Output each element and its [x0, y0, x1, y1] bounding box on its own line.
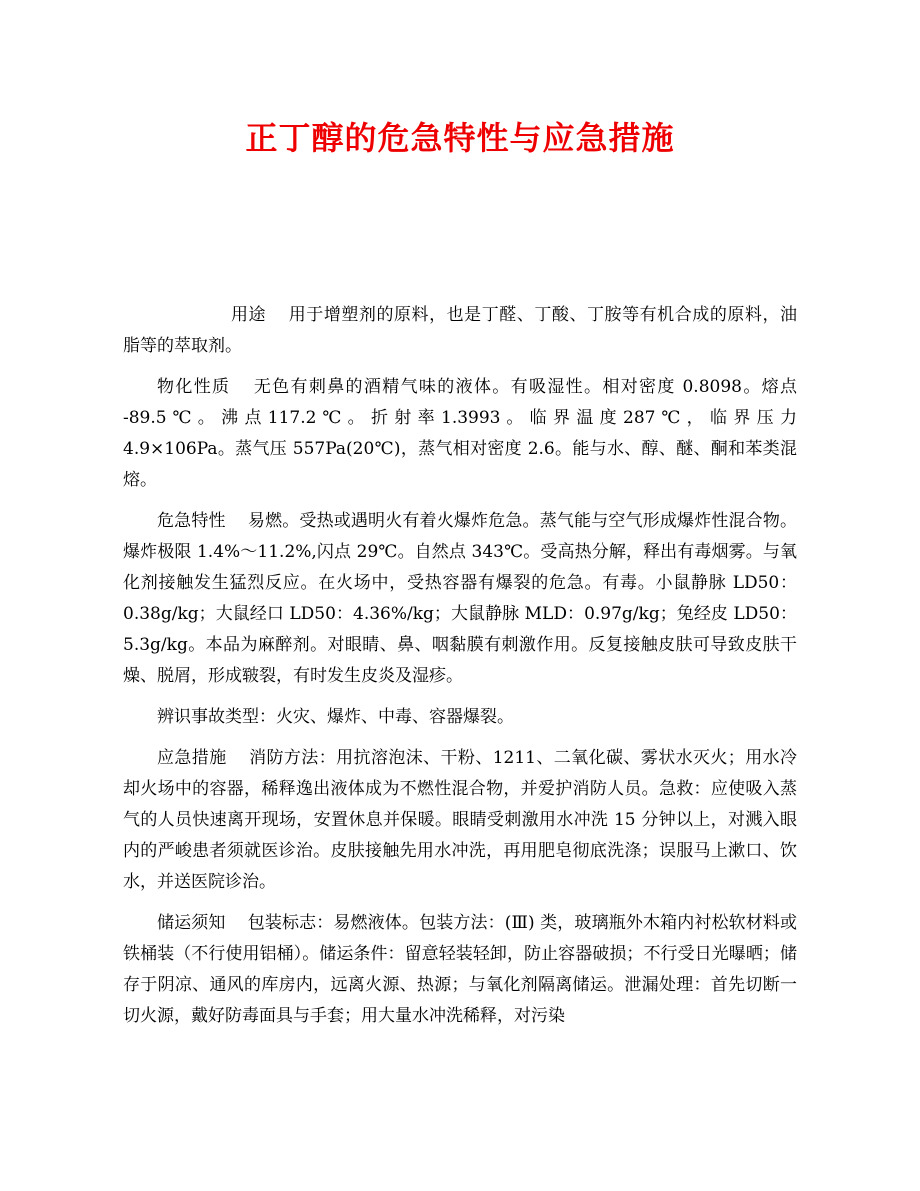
paragraph-accident-types [123, 702, 797, 733]
hazards-text: 易燃。受热或遇明火有着火爆炸危急。蒸气能与空气形成爆炸性混合物。爆炸极限 1.4%～11.2%,闪点 29℃。自然点 343℃。受高热分解，释出有毒烟雾。与氧化剂接触发生猛烈反应。在火场中，受热容器有爆裂的危急。有毒。小鼠静脉 LD50：0.38g/kg；大鼠经口 LD50：4.36%/kg；大鼠静脉 MLD：0.97g/kg；兔经皮 LD50：5.3g/kg。本品为麻醉剂。对眼睛、鼻、咽黏膜有刺激作用。反复接触皮肤可导致皮肤干燥、脱屑，形成皲裂，有时发生皮炎及湿疹。 [123, 511, 797, 686]
paragraph-hazards [123, 506, 797, 692]
paragraph-emergency [123, 743, 797, 898]
emergency-label: 应急措施 [157, 748, 227, 768]
storage-label: 储运须知 [157, 913, 226, 933]
paragraph-properties [123, 372, 797, 496]
usage-label: 用途 [231, 305, 267, 325]
storage-text: 包装标志：易燃液体。包装方法：(Ⅲ) 类，玻璃瓶外木箱内衬松软材料或铁桶装（不行使用铝桶）。储运条件：留意轻装轻卸，防止容器破损；不行受日光曝晒；储存于阴凉、通风的库房内，远离火源、热源；与氧化剂隔离储运。泄漏处理：首先切断一切火源，戴好防毒面具与手套；用大量水冲洗稀释，对污染 [123, 913, 798, 1026]
properties-text: 无色有刺鼻的酒精气味的液体。有吸湿性。相对密度 0.8098。熔点 -89.5 ℃ 。 沸 点 117.2 ℃ 。 折 射 率 1.3993 。 临 界 温 度 287 ℃ ， 临 界 压 力 4.9×106Pa。蒸气压 557Pa(20℃)，蒸气相对密度 2.6。能与水、醇、醚、酮和苯类混熔。 [123, 377, 798, 490]
document-title: 正丁醇的危急特性与应急措施 [245, 119, 675, 157]
hazards-label: 危急特性 [157, 511, 226, 531]
emergency-text: 消防方法：用抗溶泡沫、干粉、1211、二氧化碳、雾状水灭火；用水冷却火场中的容器，稀释逸出液体成为不燃性混合物，并爱护消防人员。急救：应使吸入蒸气的人员快速离开现场，安置休息并保暖。眼睛受刺激用水冲洗 15 分钟以上，对溅入眼内的严峻患者须就医诊治。皮肤接触先用水冲洗，再用肥皂彻底洗涤；误服马上漱口、饮水，并送医院诊治。 [123, 748, 798, 892]
properties-label: 物化性质 [157, 377, 231, 397]
paragraph-usage [123, 300, 797, 362]
document-body [123, 300, 797, 1042]
usage-text: 用于增塑剂的原料，也是丁醛、丁酸、丁胺等有机合成的原料，油脂等的萃取剂。 [123, 305, 798, 356]
paragraph-storage [123, 908, 797, 1032]
accident-types-text: 辨识事故类型：火灾、爆炸、中毒、容器爆裂。 [157, 707, 514, 727]
